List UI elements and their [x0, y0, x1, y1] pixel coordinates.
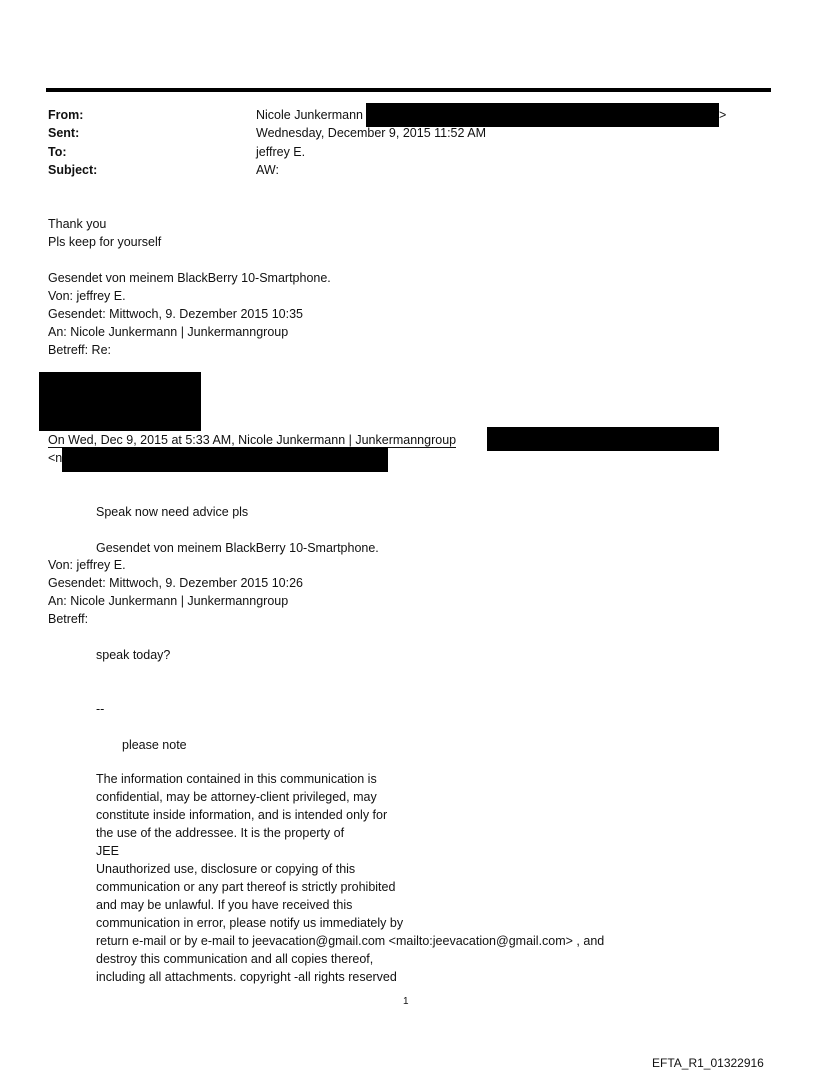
speak-today: speak today? [96, 648, 171, 662]
header-rule [46, 88, 771, 92]
disclaimer-line: return e-mail or by e-mail to jeevacation@gmail.com <mailto:jeevacation@gmail.com> , and [96, 934, 605, 948]
disclaimer-line: the use of the addressee. It is the property of [96, 826, 345, 840]
signature-dash: -- [96, 702, 105, 716]
fwd2-sent-from: Gesendet von meinem BlackBerry 10-Smartphone. [96, 541, 379, 555]
from-value: Nicole Junkermann [256, 108, 363, 122]
reply-line: Pls keep for yourself [48, 235, 162, 249]
fwd1-von: Von: jeffrey E. [48, 289, 126, 303]
quote-line: On Wed, Dec 9, 2015 at 5:33 AM, Nicole Junkermann | Junkermanngroup [48, 433, 457, 447]
fwd1-gesendet: Gesendet: Mittwoch, 9. Dezember 2015 10:35 [48, 307, 304, 321]
sent-label: Sent: [48, 126, 80, 140]
from-tail: > [719, 108, 727, 122]
please-note: please note [122, 738, 187, 752]
page-number: 1 [403, 996, 409, 1007]
document-id: EFTA_R1_01322916 [652, 1056, 764, 1070]
from-label: From: [48, 108, 84, 122]
subject-label: Subject: [48, 163, 98, 177]
quote-line-2: <n [48, 451, 63, 465]
disclaimer-line: Unauthorized use, disclosure or copying of this [96, 862, 356, 876]
disclaimer-line: The information contained in this communication is [96, 772, 377, 786]
redaction-box [62, 447, 388, 472]
disclaimer-line: confidential, may be attorney-client privileged, may [96, 790, 377, 804]
to-label: To: [48, 145, 67, 159]
speak-now: Speak now need advice pls [96, 505, 249, 519]
disclaimer-line: communication or any part thereof is strictly prohibited [96, 880, 396, 894]
fwd2-betreff: Betreff: [48, 612, 89, 626]
to-value: jeffrey E. [256, 145, 306, 159]
disclaimer-line: constitute inside information, and is intended only for [96, 808, 388, 822]
fwd2-von: Von: jeffrey E. [48, 558, 126, 572]
fwd2-an: An: Nicole Junkermann | Junkermanngroup [48, 594, 289, 608]
disclaimer-line: and may be unlawful. If you have received this [96, 898, 353, 912]
sent-value: Wednesday, December 9, 2015 11:52 AM [256, 126, 486, 140]
subject-value: AW: [256, 163, 279, 177]
fwd2-gesendet: Gesendet: Mittwoch, 9. Dezember 2015 10:26 [48, 576, 304, 590]
disclaimer-line: including all attachments. copyright -all rights reserved [96, 970, 397, 984]
redaction-box [366, 103, 719, 127]
redaction-box [487, 427, 719, 451]
redaction-box [39, 372, 201, 431]
fwd1-sent-from: Gesendet von meinem BlackBerry 10-Smartphone. [48, 271, 331, 285]
fwd1-betreff: Betreff: Re: [48, 343, 111, 357]
fwd1-an: An: Nicole Junkermann | Junkermanngroup [48, 325, 289, 339]
reply-line: Thank you [48, 217, 107, 231]
disclaimer-line: destroy this communication and all copies thereof, [96, 952, 374, 966]
disclaimer-line: JEE [96, 844, 119, 858]
disclaimer-line: communication in error, please notify us immediately by [96, 916, 404, 930]
